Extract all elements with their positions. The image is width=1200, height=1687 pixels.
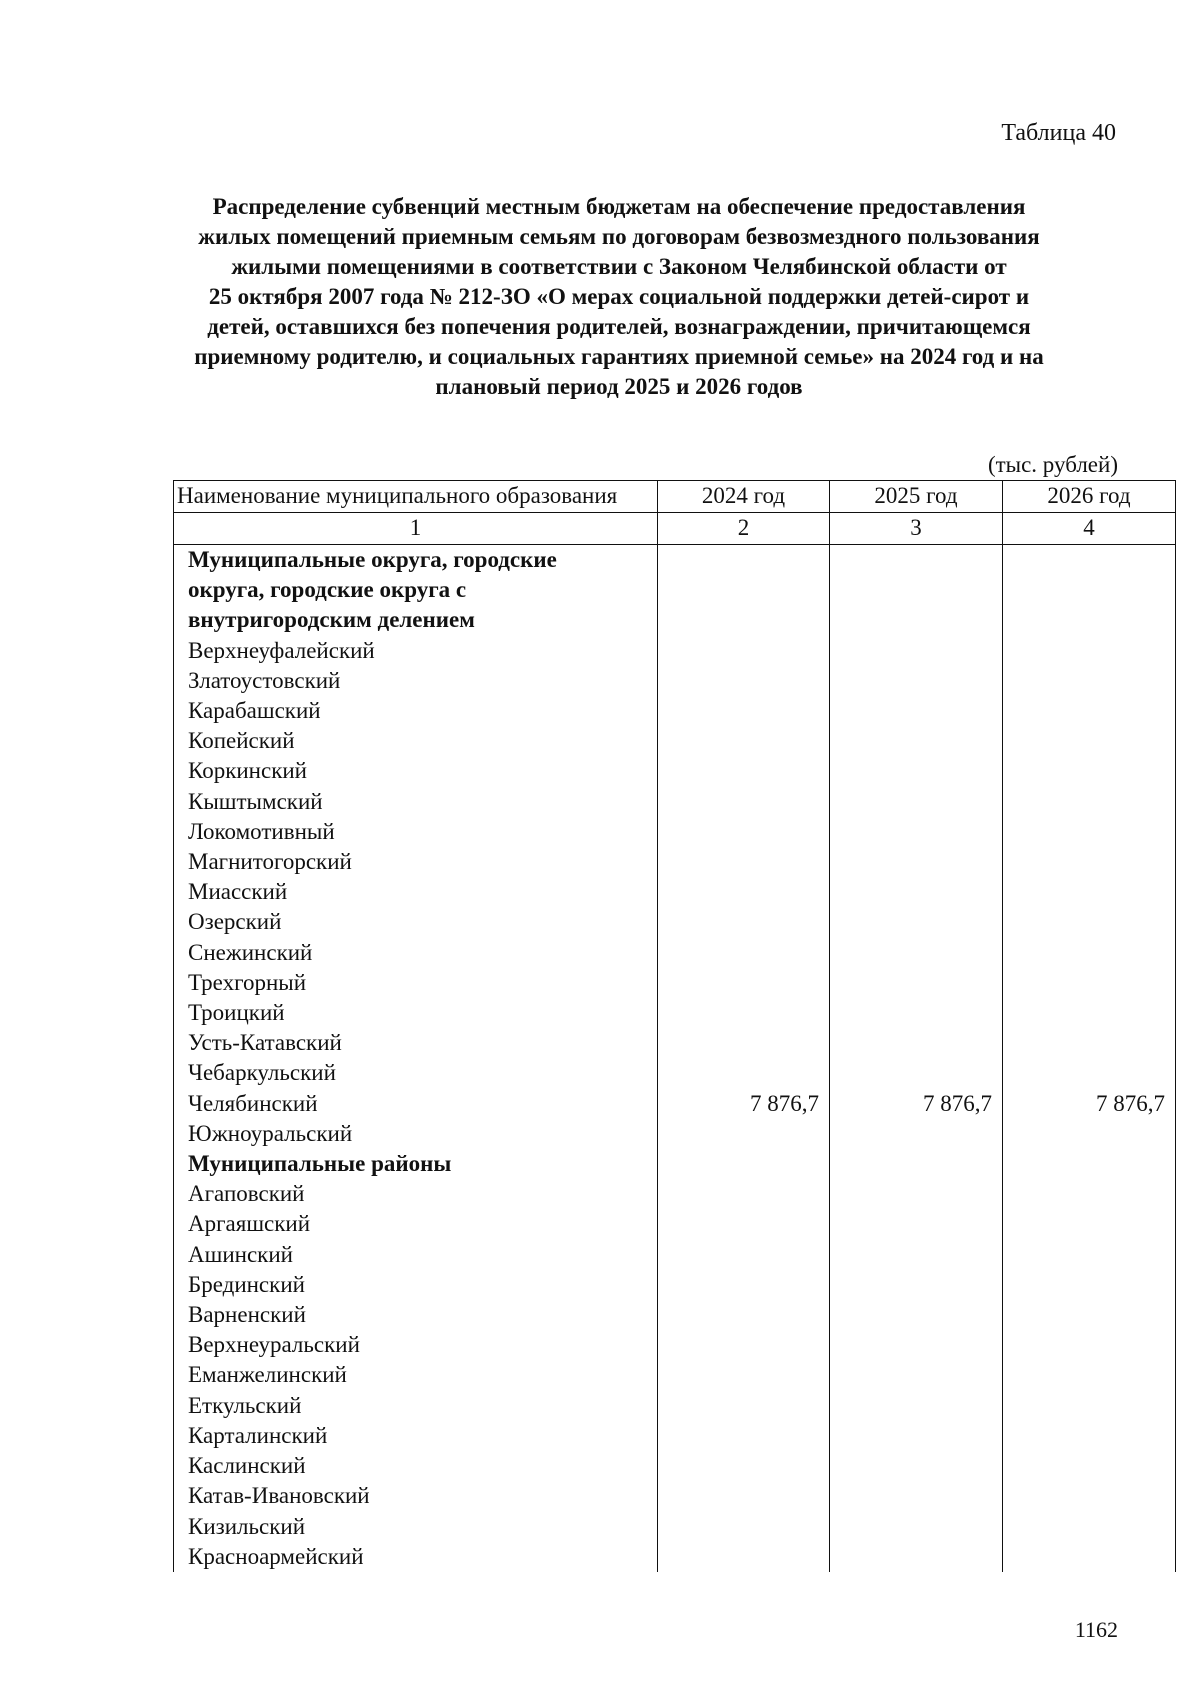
municipality-name-cell: Катав-Ивановский xyxy=(174,1481,658,1511)
title-line: Распределение субвенций местным бюджетам на обеспечение предоставления xyxy=(212,194,1026,219)
municipality-name-cell: Чебаркульский xyxy=(174,1058,658,1088)
value-cell-2025 xyxy=(830,1330,1003,1360)
table-number: Таблица 40 xyxy=(1001,120,1116,146)
municipality-name-cell: Каслинский xyxy=(174,1451,658,1481)
value-cell-2024 xyxy=(658,1512,830,1542)
value-cell-2024 xyxy=(658,787,830,817)
table-row xyxy=(174,998,1176,1028)
value-cell-2026 xyxy=(1003,605,1176,635)
value-cell-2024 xyxy=(658,1149,830,1179)
table-row xyxy=(174,1512,1176,1542)
table-row xyxy=(174,636,1176,666)
column-header-2025: 2025 год xyxy=(830,481,1003,513)
municipality-name-cell: Златоустовский xyxy=(174,666,658,696)
table-row xyxy=(174,1209,1176,1239)
table-row xyxy=(174,1179,1176,1209)
value-cell-2025 xyxy=(830,907,1003,937)
column-number-row xyxy=(174,513,1176,545)
document-title xyxy=(150,192,1088,402)
value-cell-2025 xyxy=(830,817,1003,847)
group-name-cell: Муниципальные районы xyxy=(174,1149,658,1179)
municipality-name-cell: Усть-Катавский xyxy=(174,1028,658,1058)
value-cell-2024 xyxy=(658,817,830,847)
municipality-name-cell: Агаповский xyxy=(174,1179,658,1209)
value-cell-2025 xyxy=(830,787,1003,817)
municipality-name-cell: Копейский xyxy=(174,726,658,756)
table-row xyxy=(174,1360,1176,1390)
value-cell-2025: 7 876,7 xyxy=(830,1089,1003,1119)
table-row xyxy=(174,968,1176,998)
municipality-name-cell: Еманжелинский xyxy=(174,1360,658,1390)
group-header-row xyxy=(174,575,1176,605)
value-cell-2026 xyxy=(1003,1209,1176,1239)
table-row xyxy=(174,1481,1176,1511)
value-cell-2025 xyxy=(830,696,1003,726)
value-cell-2026 xyxy=(1003,1542,1176,1572)
municipality-name-cell: Троицкий xyxy=(174,998,658,1028)
value-cell-2025 xyxy=(830,998,1003,1028)
value-cell-2026 xyxy=(1003,756,1176,786)
value-cell-2026 xyxy=(1003,1119,1176,1149)
value-cell-2024: 7 876,7 xyxy=(658,1089,830,1119)
value-cell-2025 xyxy=(830,1240,1003,1270)
column-header-2026: 2026 год xyxy=(1003,481,1176,513)
value-cell-2024 xyxy=(658,847,830,877)
table-row xyxy=(174,817,1176,847)
value-cell-2024 xyxy=(658,696,830,726)
value-cell-2026 xyxy=(1003,1058,1176,1088)
value-cell-2024 xyxy=(658,545,830,576)
value-cell-2025 xyxy=(830,1209,1003,1239)
value-cell-2024 xyxy=(658,1179,830,1209)
table-row xyxy=(174,1391,1176,1421)
value-cell-2024 xyxy=(658,1542,830,1572)
municipality-name-cell: Локомотивный xyxy=(174,817,658,847)
table-row xyxy=(174,877,1176,907)
municipality-name-cell: Озерский xyxy=(174,907,658,937)
value-cell-2025 xyxy=(830,1481,1003,1511)
value-cell-2025 xyxy=(830,1149,1003,1179)
value-cell-2025 xyxy=(830,1421,1003,1451)
value-cell-2026 xyxy=(1003,938,1176,968)
table-row xyxy=(174,1421,1176,1451)
municipality-name-cell: Карабашский xyxy=(174,696,658,726)
value-cell-2024 xyxy=(658,877,830,907)
value-cell-2024 xyxy=(658,1058,830,1088)
table-row xyxy=(174,847,1176,877)
subvention-table xyxy=(173,480,1176,1572)
value-cell-2026 xyxy=(1003,726,1176,756)
column-number: 3 xyxy=(830,513,1003,545)
group-header-row xyxy=(174,545,1176,576)
value-cell-2024 xyxy=(658,1300,830,1330)
value-cell-2025 xyxy=(830,1300,1003,1330)
title-line: жилых помещений приемным семьям по договорам безвозмездного пользования xyxy=(198,224,1040,249)
value-cell-2026 xyxy=(1003,968,1176,998)
value-cell-2025 xyxy=(830,1179,1003,1209)
table-row xyxy=(174,1119,1176,1149)
value-cell-2025 xyxy=(830,1270,1003,1300)
value-cell-2025 xyxy=(830,847,1003,877)
value-cell-2024 xyxy=(658,1360,830,1390)
header-row xyxy=(174,481,1176,513)
value-cell-2025 xyxy=(830,756,1003,786)
value-cell-2026 xyxy=(1003,636,1176,666)
table-row xyxy=(174,1058,1176,1088)
table-row xyxy=(174,1542,1176,1572)
value-cell-2026 xyxy=(1003,1391,1176,1421)
value-cell-2025 xyxy=(830,968,1003,998)
table-row xyxy=(174,1270,1176,1300)
column-number: 1 xyxy=(174,513,658,545)
value-cell-2024 xyxy=(658,907,830,937)
municipality-name-cell: Магнитогорский xyxy=(174,847,658,877)
table-row xyxy=(174,938,1176,968)
value-cell-2024 xyxy=(658,1451,830,1481)
title-line: плановый период 2025 и 2026 годов xyxy=(435,374,803,399)
value-cell-2026 xyxy=(1003,787,1176,817)
value-cell-2025 xyxy=(830,1058,1003,1088)
value-cell-2024 xyxy=(658,938,830,968)
value-cell-2025 xyxy=(830,1360,1003,1390)
value-cell-2026 xyxy=(1003,847,1176,877)
municipality-name-cell: Миасский xyxy=(174,877,658,907)
value-cell-2026 xyxy=(1003,817,1176,847)
column-header-2024: 2024 год xyxy=(658,481,830,513)
value-cell-2024 xyxy=(658,1119,830,1149)
value-cell-2026 xyxy=(1003,1300,1176,1330)
value-cell-2025 xyxy=(830,1542,1003,1572)
table-row xyxy=(174,1089,1176,1119)
title-line: детей, оставшихся без попечения родителей, вознаграждении, причитающемся xyxy=(207,314,1031,339)
municipality-name-cell: Южноуральский xyxy=(174,1119,658,1149)
value-cell-2026 xyxy=(1003,877,1176,907)
value-cell-2024 xyxy=(658,1028,830,1058)
table-row xyxy=(174,756,1176,786)
municipality-name-cell: Верхнеуфалейский xyxy=(174,636,658,666)
value-cell-2026 xyxy=(1003,907,1176,937)
value-cell-2024 xyxy=(658,1481,830,1511)
title-line: приемному родителю, и социальных гарантиях приемной семье» на 2024 год и на xyxy=(194,344,1044,369)
value-cell-2024 xyxy=(658,1391,830,1421)
value-cell-2026 xyxy=(1003,1360,1176,1390)
municipality-name-cell: Кизильский xyxy=(174,1512,658,1542)
title-line: 25 октября 2007 года № 212-ЗО «О мерах социальной поддержки детей-сирот и xyxy=(208,284,1030,309)
value-cell-2024 xyxy=(658,726,830,756)
table-row xyxy=(174,787,1176,817)
value-cell-2026 xyxy=(1003,1240,1176,1270)
table-row xyxy=(174,1028,1176,1058)
value-cell-2025 xyxy=(830,666,1003,696)
page-number: 1162 xyxy=(1074,1617,1118,1642)
municipality-name-cell: Брединский xyxy=(174,1270,658,1300)
value-cell-2024 xyxy=(658,1209,830,1239)
value-cell-2025 xyxy=(830,1119,1003,1149)
municipality-name-cell: Карталинский xyxy=(174,1421,658,1451)
municipality-name-cell: Трехгорный xyxy=(174,968,658,998)
value-cell-2024 xyxy=(658,1240,830,1270)
table-row xyxy=(174,1451,1176,1481)
title-line: жилыми помещениями в соответствии с Законом Челябинской области от xyxy=(231,254,1007,279)
value-cell-2024 xyxy=(658,605,830,635)
value-cell-2025 xyxy=(830,1391,1003,1421)
value-cell-2024 xyxy=(658,666,830,696)
group-name-cell: округа, городские округа с xyxy=(174,575,658,605)
column-number: 2 xyxy=(658,513,830,545)
municipality-name-cell: Верхнеуральский xyxy=(174,1330,658,1360)
municipality-name-cell: Кыштымский xyxy=(174,787,658,817)
table-row xyxy=(174,696,1176,726)
value-cell-2024 xyxy=(658,1330,830,1360)
value-cell-2025 xyxy=(830,605,1003,635)
value-cell-2026 xyxy=(1003,545,1176,576)
value-cell-2024 xyxy=(658,1421,830,1451)
value-cell-2026 xyxy=(1003,1179,1176,1209)
table-row xyxy=(174,1240,1176,1270)
municipality-name-cell: Снежинский xyxy=(174,938,658,968)
group-name-cell: внутригородским делением xyxy=(174,605,658,635)
table-body xyxy=(174,545,1176,1572)
municipality-name-cell: Аргаяшский xyxy=(174,1209,658,1239)
municipality-name-cell: Челябинский xyxy=(174,1089,658,1119)
value-cell-2026 xyxy=(1003,1149,1176,1179)
value-cell-2026 xyxy=(1003,1028,1176,1058)
table-row xyxy=(174,1330,1176,1360)
value-cell-2026 xyxy=(1003,1451,1176,1481)
table-row xyxy=(174,666,1176,696)
value-cell-2026 xyxy=(1003,998,1176,1028)
municipality-name-cell: Красноармейский xyxy=(174,1542,658,1572)
value-cell-2024 xyxy=(658,968,830,998)
value-cell-2024 xyxy=(658,636,830,666)
units-label: (тыс. рублей) xyxy=(987,452,1118,477)
value-cell-2025 xyxy=(830,877,1003,907)
value-cell-2026 xyxy=(1003,575,1176,605)
group-name-cell: Муниципальные округа, городские xyxy=(174,545,658,576)
value-cell-2026 xyxy=(1003,1330,1176,1360)
table-row xyxy=(174,726,1176,756)
municipality-name-cell: Варненский xyxy=(174,1300,658,1330)
table-row xyxy=(174,1300,1176,1330)
value-cell-2025 xyxy=(830,575,1003,605)
value-cell-2026 xyxy=(1003,696,1176,726)
value-cell-2024 xyxy=(658,998,830,1028)
value-cell-2025 xyxy=(830,1028,1003,1058)
value-cell-2025 xyxy=(830,1512,1003,1542)
value-cell-2026 xyxy=(1003,1270,1176,1300)
group-header-row xyxy=(174,605,1176,635)
value-cell-2024 xyxy=(658,1270,830,1300)
value-cell-2025 xyxy=(830,545,1003,576)
municipality-name-cell: Коркинский xyxy=(174,756,658,786)
column-header-name: Наименование муниципального образования xyxy=(174,481,658,513)
value-cell-2024 xyxy=(658,575,830,605)
value-cell-2025 xyxy=(830,1451,1003,1481)
value-cell-2026: 7 876,7 xyxy=(1003,1089,1176,1119)
value-cell-2026 xyxy=(1003,1481,1176,1511)
value-cell-2024 xyxy=(658,756,830,786)
value-cell-2025 xyxy=(830,726,1003,756)
value-cell-2026 xyxy=(1003,1512,1176,1542)
table-row xyxy=(174,907,1176,937)
value-cell-2025 xyxy=(830,938,1003,968)
group-header-row xyxy=(174,1149,1176,1179)
value-cell-2026 xyxy=(1003,666,1176,696)
column-number: 4 xyxy=(1003,513,1176,545)
municipality-name-cell: Еткульский xyxy=(174,1391,658,1421)
municipality-name-cell: Ашинский xyxy=(174,1240,658,1270)
value-cell-2026 xyxy=(1003,1421,1176,1451)
value-cell-2025 xyxy=(830,636,1003,666)
